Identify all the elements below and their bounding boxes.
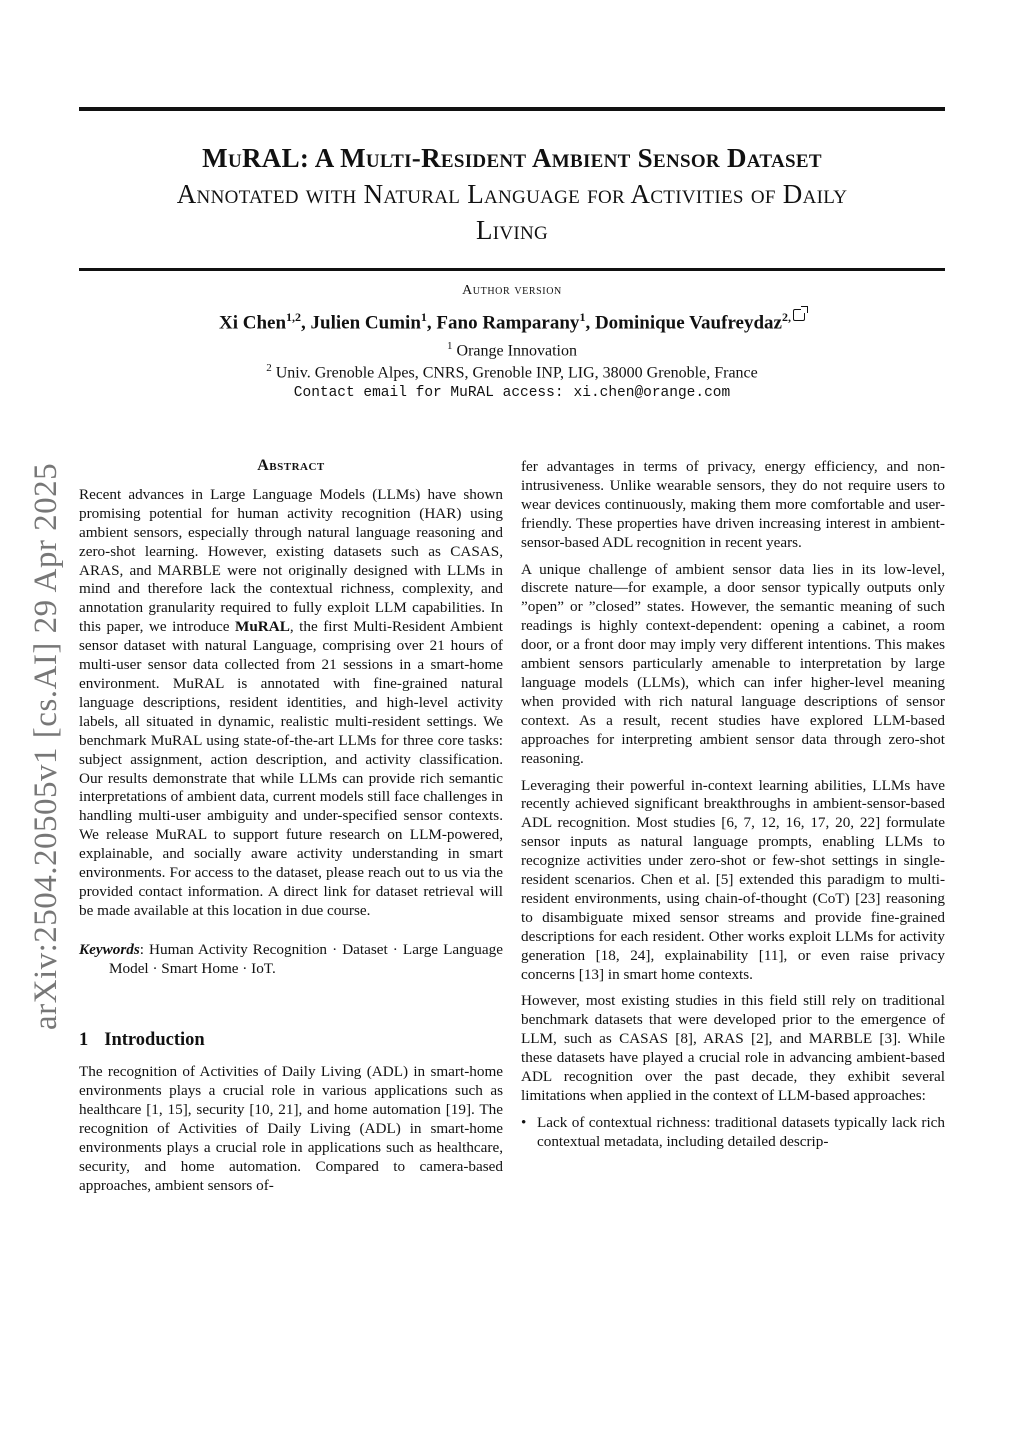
- title-bottom-rule: [79, 268, 945, 271]
- keywords-text: Human Activity Recognition · Dataset · Large Language Model · Smart Home · IoT.: [109, 940, 503, 977]
- author-name: Fano Ramparany: [436, 312, 580, 334]
- abstract-text: Recent advances in Large Language Models (LLMs) have shown promising potential for human activity recognition (HAR) using ambient sensors, especially through natural language reasoning and zero-shot learning. However, existing datasets such as CASAS, ARAS, and MARBLE were not originally designed with LLMs in mind and therefore lack the contextual richness, complexity, and annotation granularity required to fully exploit LLM capabilities. In this paper, we introduce MuRAL, the first Multi-Resident Ambient sensor dataset with natural Language, comprising over 21 hours of multi-user sensor data collected from 21 sessions in a smart-home environment. MuRAL is annotated with fine-grained natural language descriptions, resident identities, and high-level activity labels, all situated in dynamic, realistic multi-resident settings. We benchmark MuRAL using state-of-the-art LLMs for three core tasks: subject assignment, action description, and activity classification. Our results demonstrate that while LLMs can provide rich semantic interpretations of ambient data, current models still face challenges in handling multi-user ambiguity and under-specified sensor contexts. We release MuRAL to support future research on LLM-powered, explainable, and socially aware activity understanding in smart environments. For access to the dataset, please reach out to us via the provided contact information. A direct link for dataset retrieval will be made available at this location in due course.: [79, 485, 503, 919]
- keywords-label: Keywords: [79, 940, 140, 958]
- section-heading-introduction: [79, 1031, 503, 1050]
- contact-label: Contact email for MuRAL access:: [293, 385, 564, 401]
- abstract-heading: Abstract: [257, 457, 325, 474]
- affiliation-2: [0, 362, 1024, 382]
- bullet-text: Lack of contextual richness: traditional datasets typically lack rich contextual metadata, including detailed descrip-: [537, 1113, 945, 1150]
- author-affiliation-mark: 1,2: [286, 310, 302, 324]
- section-title: Introduction: [104, 1029, 205, 1050]
- affiliation-text: Univ. Grenoble Alpes, CNRS, Grenoble INP, LIG, 38000 Grenoble, France: [275, 364, 758, 382]
- left-column: [79, 457, 503, 1196]
- section-number: 1: [79, 1029, 89, 1050]
- arxiv-stamp: arXiv:2504.20505v1 [cs.AI] 29 Apr 2025: [28, 462, 64, 1030]
- list-item: [521, 1114, 945, 1152]
- intro-paragraph-4: However, most existing studies in this field still rely on traditional benchmark datasets that were developed prior to the emergence of LLM, such as CASAS [8], ARAS [2], and MARBLE [3]. While these datasets have played a crucial role in advancing ambient-based ADL recognition over the past decade, they exhibit several limitations when applied in the context of LLM-based approaches:: [521, 992, 945, 1104]
- author-affiliation-mark: 2,: [781, 310, 791, 324]
- bullet-symbol: •: [521, 1113, 527, 1131]
- author-affiliation-mark: 1: [579, 310, 586, 324]
- dataset-name: MuRAL: [234, 618, 290, 636]
- paper-title: [79, 140, 945, 248]
- author-version-label: Author version: [462, 283, 562, 298]
- contact-line: [0, 385, 1024, 401]
- title-line-1-text: MuRAL: A Multi-Resident Ambient Sensor Dataset: [202, 143, 822, 173]
- external-link-icon[interactable]: [793, 309, 805, 321]
- affiliation-mark: 2: [266, 362, 272, 374]
- intro-paragraph-2: A unique challenge of ambient sensor data lies in its low-level, discrete nature—for example, a door sensor typically outputs only ”open” or ”closed” states. However, the semantic meaning of such readings is highly context-dependent: opening a cabinet, a room door, or a front door may imply very different intentions. This makes ambient sensors particularly amenable to interpretation by large language models (LLMs), which can infer higher-level meaning when provided with rich natural language descriptions of sensor context. As a result, recent studies have explored LLM-based approaches for interpreting ambient sensor data through zero-shot reasoning.: [521, 560, 945, 767]
- title-line-2: Annotated with Natural Language for Activities of Daily: [176, 179, 848, 209]
- author-name: Julien Cumin: [310, 312, 421, 334]
- intro-paragraph-3: Leveraging their powerful in-context learning abilities, LLMs have recently achieved significant breakthroughs in ambient-sensor-based ADL recognition. Most studies [6, 7, 12, 16, 17, 20, 22] formulate sensor inputs as natural language prompts, enabling LLMs to recognize activities under zero-shot or few-shot settings in single-resident scenarios. Chen et al. [5] extended this paradigm to multi-resident environments, using chain-of-thought (CoT) [23] reasoning to disambiguate mixed sensor streams and provide fine-grained descriptions for each resident. Other works exploit LLMs for activity generation [18, 24], explainability [11], or even raise privacy concerns [13] in smart home contexts.: [521, 776, 945, 983]
- top-rule: [79, 107, 945, 111]
- keywords: Keywords: Human Activity Recognition · Dataset · Large Language Model · Smart Home · IoT.: [79, 940, 503, 977]
- intro-paragraph-1-continued: fer advantages in terms of privacy, energy efficiency, and non-intrusiveness. Unlike wearable sensors, they do not require users to wear devices continuously, making them more comfortable and user-friendly. These properties have driven increasing interest in ambient-sensor-based ADL recognition in recent years.: [521, 458, 945, 551]
- author-name: Dominique Vaufreydaz: [594, 312, 782, 334]
- affiliation-text: Orange Innovation: [456, 342, 577, 360]
- author-name: Xi Chen: [219, 312, 287, 334]
- affiliation-mark: 1: [447, 340, 453, 352]
- contact-email-link[interactable]: xi.chen@orange.com: [573, 385, 731, 401]
- author-affiliation-mark: 1: [420, 310, 427, 324]
- author-list: Xi Chen$^{1,2}$, Julien Cumin$^1$, Fano Ramparany$^1$, Dominique Vaufreydaz$^{2,}$: [0, 309, 1024, 334]
- right-column: [521, 458, 945, 1152]
- title-line-3: Living: [475, 215, 549, 245]
- intro-paragraph-1: The recognition of Activities of Daily Living (ADL) in smart-home environments plays a crucial role in various applications such as healthcare [1, 15], security [10, 21], and home automation [19]. The recognition of Activities of Daily Living (ADL) in smart-home environments plays a crucial role in applications such as healthcare, security, and home automation. Compared to camera-based approaches, ambient sensors of-: [79, 1063, 503, 1194]
- affiliation-1: [0, 340, 1024, 360]
- title-line-1: [79, 140, 945, 176]
